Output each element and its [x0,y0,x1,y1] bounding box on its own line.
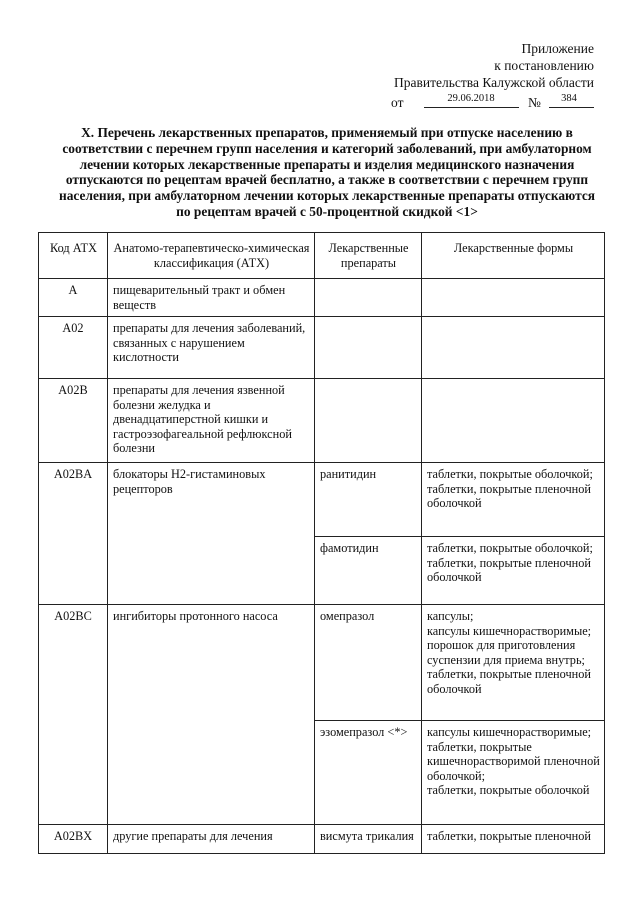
atc-name: другие препараты для лечения [108,825,315,854]
table-row [39,605,605,721]
atc-code: A [39,279,108,317]
drug-name: висмута трикалия [315,825,422,854]
drug-name: эзомепразол <*> [315,721,422,825]
table-row [39,279,605,317]
drug-forms: таблетки, покрытые оболочкой; таблетки, покрытые пленочной оболочкой [422,537,605,605]
drug-cell [315,317,422,379]
atc-code: A02BX [39,825,108,854]
drug-forms: таблетки, покрытые оболочкой; таблетки, покрытые пленочной оболочкой [422,463,605,537]
atc-name: препараты для лечения язвенной болезни желудка и двенадцатиперстной кишки и гастроэзофагеальной рефлюксной болезни [108,379,315,463]
atc-name: ингибиторы протонного насоса [108,605,315,825]
drug-forms: таблетки, покрытые пленочной [422,825,605,854]
number-underline [549,107,594,108]
decree-number: 384 [561,93,577,104]
decree-date: 29.06.2018 [447,93,495,104]
number-label: № [528,95,541,110]
date-underline [424,107,519,108]
drug-name: ранитидин [315,463,422,537]
table-row [39,463,605,537]
document-title: X. Перечень лекарственных препаратов, применяемый при отпуске населению в соответствии с перечнем групп населения и категорий заболеваний, при амбулаторном лечении которых лекарственные препараты и изделия медицинского назначения отпускаются по рецептам врачей бесплатно, а также в соответствии с перечнем групп населения, при амбулаторном лечении которых лекарственные препараты отпускаются по рецептам врачей с 50-процентной скидкой <1> [58,125,596,219]
table-row [39,379,605,463]
header-line-2: к постановлению [494,58,594,73]
header-forms: Лекарственные формы [422,233,605,279]
forms-cell [422,279,605,317]
drug-list-table [38,232,605,854]
forms-cell [422,317,605,379]
header-line-1: Приложение [521,41,594,56]
header-drugs: Лекарственные препараты [315,233,422,279]
atc-name: блокаторы H2-гистаминовых рецепторов [108,463,315,605]
atc-name: препараты для лечения заболеваний, связанных с нарушением кислотности [108,317,315,379]
atc-code: A02B [39,379,108,463]
drug-name: фамотидин [315,537,422,605]
header-code: Код АТХ [39,233,108,279]
atc-name: пищеварительный тракт и обмен веществ [108,279,315,317]
drug-forms: капсулы; капсулы кишечнорастворимые; порошок для приготовления суспензии для приема внутрь; таблетки, покрытые пленочной оболочкой [422,605,605,721]
from-label: от [391,95,404,110]
forms-cell [422,379,605,463]
atc-code: A02 [39,317,108,379]
table-row [39,825,605,854]
header-classification: Анатомо-терапевтическо-химическая классификация (АТХ) [108,233,315,279]
drug-cell [315,279,422,317]
decree-date-number [391,93,595,111]
table-header-row [39,233,605,279]
drug-forms: капсулы кишечнорастворимые; таблетки, покрытые кишечнорастворимой пленочной оболочкой; таблетки, покрытые оболочкой [422,721,605,825]
atc-code: A02BC [39,605,108,825]
table-row [39,317,605,379]
header-line-3: Правительства Калужской области [393,75,594,90]
drug-cell [315,379,422,463]
drug-name: омепразол [315,605,422,721]
atc-code: A02BA [39,463,108,605]
